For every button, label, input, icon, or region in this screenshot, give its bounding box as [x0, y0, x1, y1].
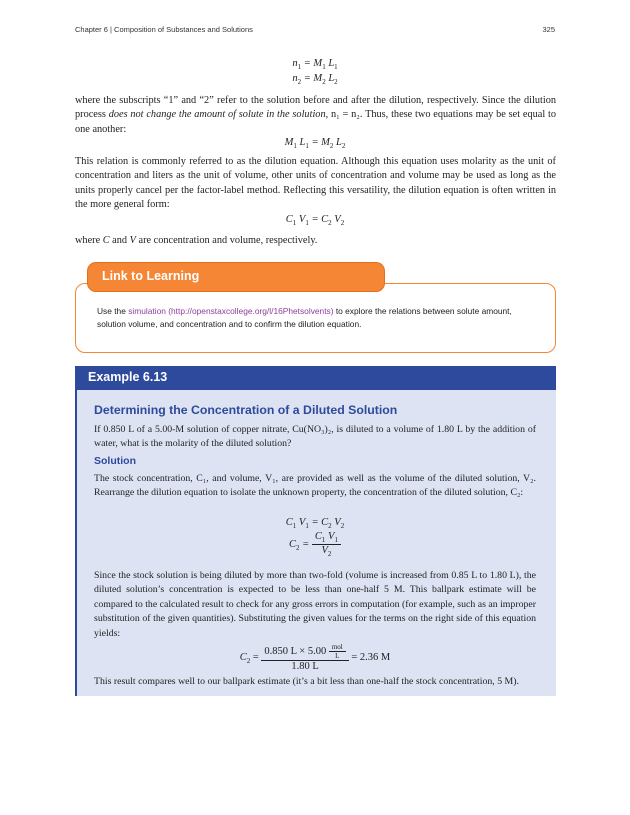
solution-paragraph-2: Since the stock solution is being diluted by more than two-fold (volume is increased from 0.85 L to 1.80 L), the diluted solution’s concentration is expected to be less than one-half 5 M. This ballpark estimate will be compared to the calculated result to check for any gross errors in computation (for example, such as an improper substitution of the given quantities). Substituting the given values for the terms on the right side of this equation yields: — [94, 570, 536, 639]
link-to-learning-heading: Link to Learning — [102, 269, 200, 283]
page-header — [75, 25, 555, 34]
paragraph-dilution-equation: This relation is commonly referred to as the dilution equation. Although this equation uses molarity as the unit of concentration and liters as the unit of volume, other units of concentration and volume may be used as long as the units properly cancel per the factor-label method. Reflecting this versatility, the dilution equation is often written in the more general form: — [75, 156, 556, 211]
example-header — [75, 366, 556, 390]
solution-paragraph-1: The stock concentration, C₁, and volume, V₁, are provided as well as the volume of the diluted solution, V₂. Rearrange the dilution equation to isolate the unknown property, the concentration of the diluted solution, C₂: — [94, 473, 536, 499]
equation-c2-isolated: $C_2$ = $\frac{C_1 V_1}{V_2}$ — [0, 531, 630, 558]
simulation-link[interactable]: simulation (http://openstaxcollege.org/l/16Phetsolvents) — [128, 306, 334, 316]
equation-m1l1-m2l2: $M_1$ $L_1 = M_2$ $L_2$ — [284, 137, 346, 151]
solution-heading: Solution — [94, 455, 136, 467]
equation-c1v1-c2v2-example: $C_1$ $V_1 = C_2$ $V_2$ — [285, 517, 345, 531]
example-label: Example 6.13 — [88, 370, 168, 384]
solution-paragraph-3: This result compares well to our ballpark estimate (it’s a bit less than one-half the stock concentration, 5 M). — [94, 676, 519, 687]
paragraph-dilution-intro: where the subscripts “1” and “2” refer to the solution before and after the dilution, respectively. Since the dilution process does not change the amount of solute in the solution, n₁ = n₂. Thus, these two equations may be set equal to one another: — [75, 95, 556, 135]
link-to-learning-text: Use the simulation (http://openstaxcollege.org/l/16Phetsolvents) to explore the relations between solute amount, solution volume, and concentration and to confirm the dilution equation. — [97, 306, 512, 329]
example-title: Determining the Concentration of a Diluted Solution — [94, 403, 398, 417]
equation-c1v1-c2v2: $C_1$ $V_1 = C_2$ $V_2$ — [285, 214, 345, 228]
equation-n2: $n_2 = M_2$ $L_2$ — [292, 73, 338, 87]
equation-calculation: $C_2$ = 0.850 L × 5.00 $\frac{\text{mol}}{L}$ 1.80 L = 2.36 M — [239, 643, 391, 672]
chapter-title: Chapter 6 | Composition of Substances and Solutions — [75, 25, 253, 34]
page-number: 325 — [542, 25, 555, 34]
equation-n1: $n_1 = M_1$ $L_1$ — [292, 58, 338, 72]
link-to-learning-tab — [87, 262, 385, 292]
paragraph-where-c-v: where C and V are concentration and volume, respectively. — [75, 235, 318, 246]
example-problem: If 0.850 L of a 5.00-M solution of copper nitrate, Cu(NO₃)₂, is diluted to a volume of 1.80 L by the addition of water, what is the molarity of the diluted solution? — [94, 424, 536, 450]
